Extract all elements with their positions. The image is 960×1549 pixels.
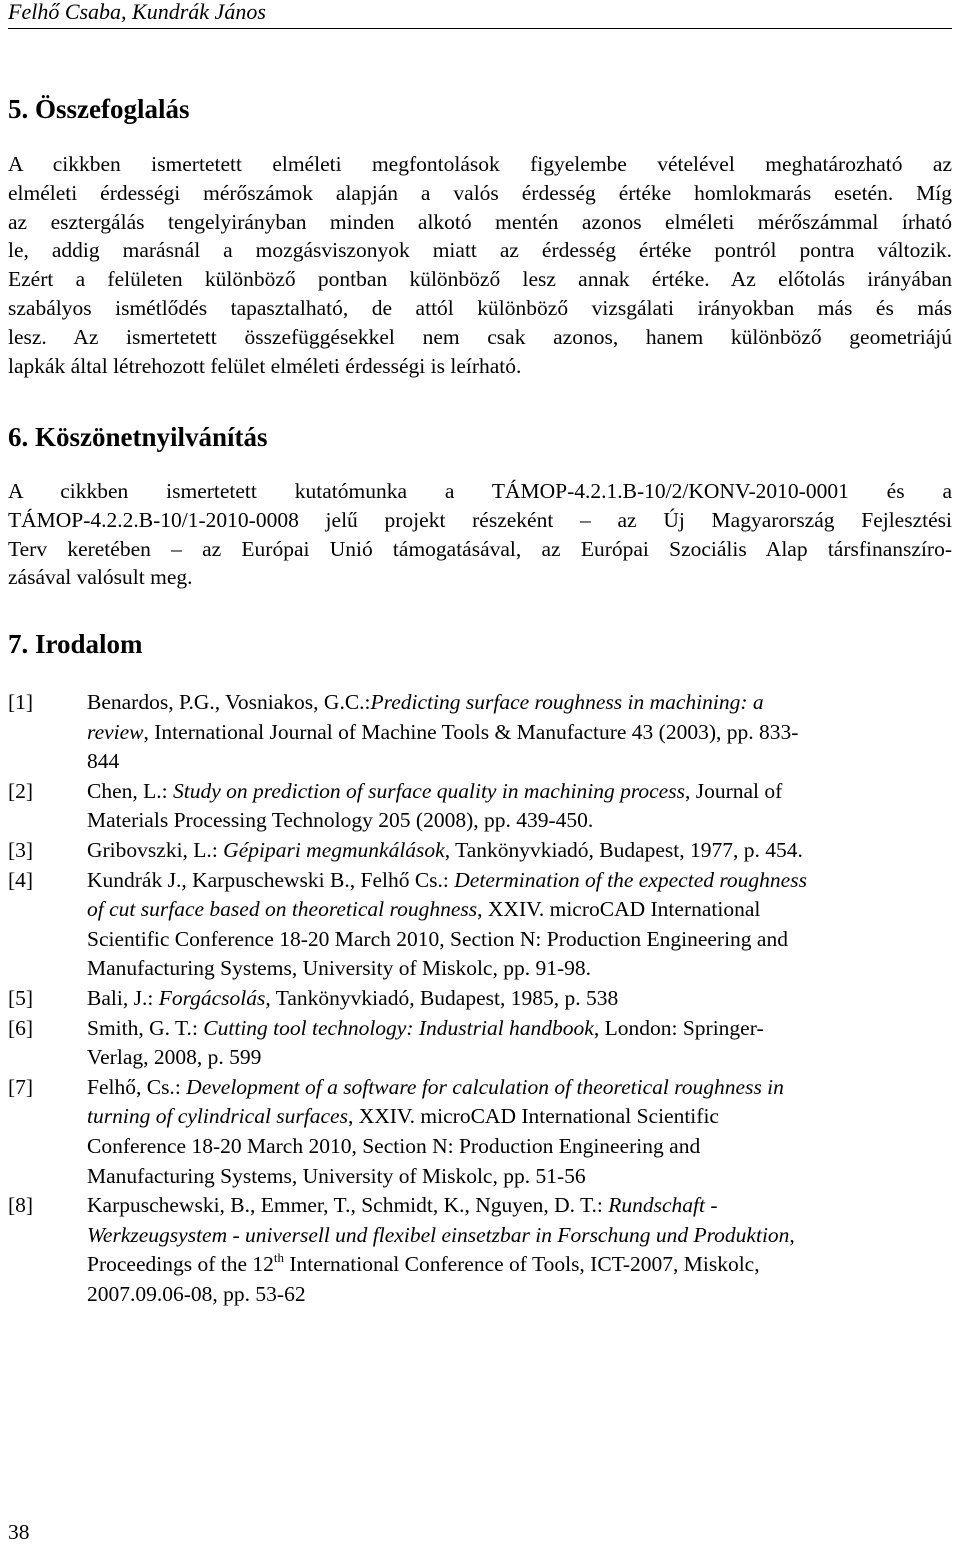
reference-source: 844 [87,749,120,774]
reference-source: Verlag, 2008, p. 599 [87,1045,262,1070]
reference-number: [8] [8,1193,34,1218]
reference-item: [4] Kundrák J., Karpuschewski B., Felhő Cs.: Determination of the expected roughness of cut surface based on theoretical roughness, XXIV. microCAD International Scientific Conference 18-20 March 2010, Section N: Production Engineering and Manufacturing Systems, University of Miskolc, pp. 91-98. [8,866,952,984]
reference-title: turning of cylindrical surfaces [87,1104,348,1129]
reference-title: Study on prediction of surface quality in machining process [173,778,685,803]
reference-source: , Tankönyvkiadó, Budapest, 1977, p. 454. [444,837,803,862]
text-line: A cikkben ismertetett kutatómunka a TÁMOP-4.2.1.B-10/2/KONV-2010-0001 és a [8,479,952,503]
reference-source: Scientific Conference 18-20 March 2010, Section N: Production Engineering and [87,926,788,951]
reference-source: , Tankönyvkiadó, Budapest, 1985, p. 538 [265,985,619,1010]
text-line: Terv keretében – az Európai Unió támogatásával, az Európai Szociális Alap társfinanszíro- [8,536,952,561]
reference-item: [3] Gribovszki, L.: Gépipari megmunkálások, Tankönyvkiadó, Budapest, 1977, p. 454. [8,836,952,866]
reference-number: [6] [8,1015,34,1040]
text-line: A cikkben ismertetett elméleti megfontolások figyelembe vételével meghatározható az [8,152,952,176]
text-line: lesz. Az ismertetett összefüggésekkel nem csak azonos, hanem különböző geometriájú [8,324,952,349]
section-heading-acknowledgement: 6. Köszönetnyilvánítás [8,422,268,452]
reference-source: , Journal of [684,778,783,803]
reference-source: Conference 18-20 March 2010, Section N: Production Engineering and [87,1133,701,1158]
reference-source: , XXIV. microCAD International [477,897,761,922]
reference-authors: Smith, G. T. [87,1015,192,1040]
text-line: az esztergálás tengelyirányban minden alkotó mentén azonos elméleti mérőszámmal írható [8,209,952,234]
reference-title: Determination of the expected roughness [454,867,807,892]
reference-source: 2007.09.06-08, pp. 53-62 [87,1281,306,1306]
reference-number: [3] [8,837,34,862]
text-line: le, addig marásnál a mozgásviszonyok miatt az érdesség értéke pontról pontra változik. [8,238,952,263]
reference-title: Rundschaft - [608,1193,718,1218]
reference-number: [5] [8,985,34,1010]
reference-item: [6] Smith, G. T.: Cutting tool technology: Industrial handbook, London: Springer- Verlag, 2008, p. 599 [8,1014,952,1073]
reference-source: Manufacturing Systems, University of Miskolc, pp. 91-98. [87,956,592,981]
text-line: TÁMOP-4.2.2.B-10/1-2010-0008 jelű projekt részeként – az Új Magyarország Fejlesztési [8,507,952,532]
reference-source: Manufacturing Systems, University of Miskolc, pp. 51-56 [87,1163,586,1188]
reference-title: review [87,719,144,744]
summary-paragraph [8,150,952,380]
reference-title: Gépipari megmunkálások [223,837,445,862]
reference-authors: Felhő, Cs. [87,1074,175,1099]
text-line: elméleti érdességi mérőszámok alapján a valós érdesség értéke homlokmarás esetén. Míg [8,180,952,205]
acknowledgement-paragraph [8,477,952,592]
page-number: 38 [8,1520,30,1544]
reference-source: , International Journal of Machine Tools & Manufacture 43 (2003), pp. 833- [143,719,799,744]
reference-title: Werkzeugsystem - universell und flexibel einsetzbar in Forschung und Produktion [87,1222,790,1247]
reference-authors: Karpuschewski, B., Emmer, T., Schmidt, K., Nguyen, D. T. [87,1193,597,1218]
running-header: Felhő Csaba, Kundrák János [8,0,952,29]
reference-number: [2] [8,778,34,803]
reference-list [8,688,952,1309]
reference-source: , London: Springer- [593,1015,764,1040]
reference-number: [7] [8,1074,34,1099]
reference-title: of cut surface based on theoretical roughness [87,897,478,922]
reference-number: [4] [8,867,34,892]
section-heading-summary: 5. Összefoglalás [8,94,190,124]
reference-authors: Gribovszki, L. [87,837,212,862]
reference-source: International Conference of Tools, ICT-2007, Miskolc, [284,1252,760,1277]
reference-item: [1] Benardos, P.G., Vosniakos, G.C.:Predicting surface roughness in machining: a review, International Journal of Machine Tools & Manufacture 43 (2003), pp. 833- 844 [8,688,952,777]
reference-title: Forgácsolás [158,985,266,1010]
text-line: szabályos ismétlődés tapasztalható, de attól különböző vizsgálati irányokban más és más [8,295,952,320]
reference-authors: Kundrák J., Karpuschewski B., Felhő Cs. [87,867,443,892]
reference-number: [1] [8,690,34,714]
reference-authors: Benardos, P.G., Vosniakos, G.C. [87,690,365,714]
reference-authors: Bali, J. [87,985,148,1010]
reference-source: , XXIV. microCAD International Scientific [347,1104,719,1129]
reference-source: Proceedings of the 12 [87,1252,274,1277]
text-line: Ezért a felületen különböző pontban különböző lesz annak értéke. Az előtolás irányában [8,267,952,292]
text-line: lapkák által létrehozott felület elméleti érdességi is leírható. [8,353,522,378]
reference-title: Predicting surface roughness in machining: a [370,690,764,714]
reference-source: , [789,1222,795,1247]
ordinal-superscript: th [273,1250,285,1266]
reference-authors: Chen, L. [87,778,162,803]
reference-item: [5] Bali, J.: Forgácsolás, Tankönyvkiadó, Budapest, 1985, p. 538 [8,984,952,1014]
text-line: zásával valósult meg. [8,565,193,590]
reference-item: [2] Chen, L.: Study on prediction of surface quality in machining process, Journal of Materials Processing Technology 205 (2008), pp. 439-450. [8,777,952,836]
section-heading-references: 7. Irodalom [8,629,143,659]
reference-title: Cutting tool technology: Industrial handbook [203,1015,594,1040]
reference-source: Materials Processing Technology 205 (2008), pp. 439-450. [87,808,594,833]
reference-title: Development of a software for calculation of theoretical roughness in [186,1074,784,1099]
reference-item: [8] Karpuschewski, B., Emmer, T., Schmidt, K., Nguyen, D. T.: Rundschaft - Werkzeugsystem - universell und flexibel einsetzbar in Forschung und Produktion, Proceedings of the 12th International Conference of Tools, ICT-2007, Miskolc, 2007.09.06-08, pp. 53-62 [8,1191,952,1309]
reference-item: [7] Felhő, Cs.: Development of a software for calculation of theoretical roughness in turning of cylindrical surfaces, XXIV. microCAD International Scientific Conference 18-20 March 2010, Section N: Production Engineering and Manufacturing Systems, University of Miskolc, pp. 51-56 [8,1073,952,1191]
